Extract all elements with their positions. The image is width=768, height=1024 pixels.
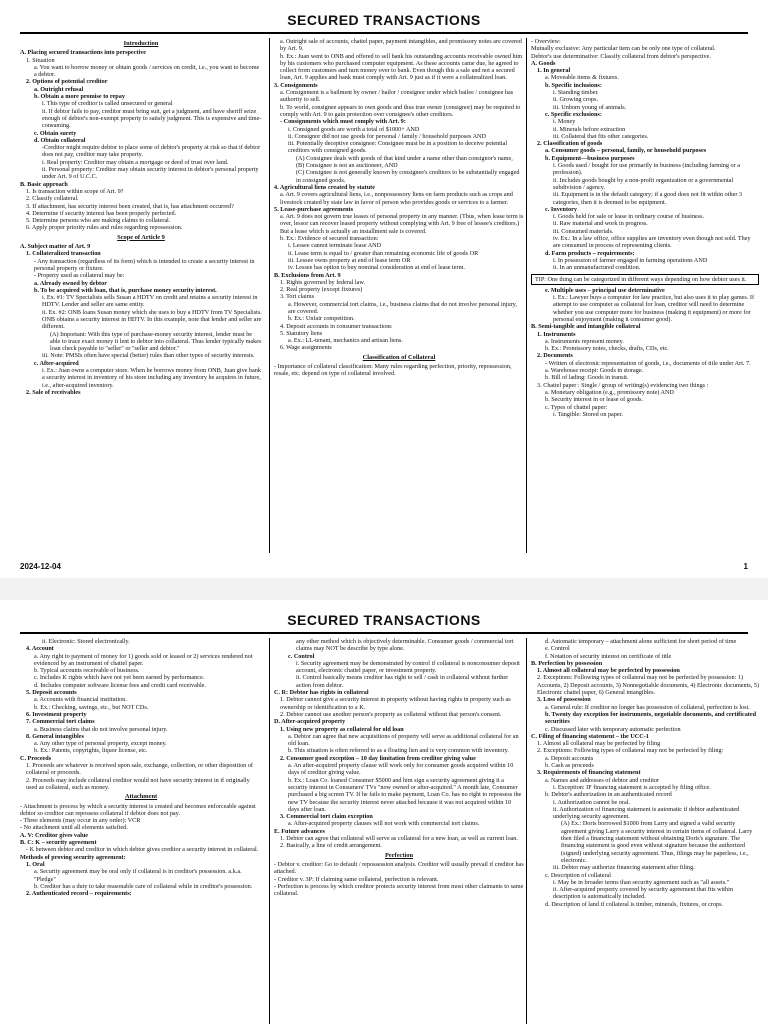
outline-line: d. Includes computer software license fees and credit card receivable. [34, 681, 206, 689]
outline-line: - Property used as collateral may be: [34, 272, 125, 280]
outline-line: Mutually exclusive: Any particular item can be only one type of collateral. [531, 45, 716, 53]
outline-line: i. Ex.: Juan owns a computer store. When he borrows money from ONB, Juan give bank a security interest in inventory of his store including any inventory he acquires in future, i.e., after-acquired inventory. [42, 367, 261, 389]
outline-line: iii. Consumed materials. [553, 227, 614, 235]
outline-line: a. Outright sale of accounts, chattel paper, payment intangibles, and promissory notes are covered by Art. 9. [280, 38, 522, 53]
outline-line: iv. Ex.: In a law office, office supplies are inventory even though not sold. They are consumed in process of representing clients. [553, 235, 751, 250]
outline-line: Debtor's use determinative: Classify collateral from debtor's perspective. [531, 52, 711, 60]
outline-line: c. Description of collateral [545, 871, 611, 879]
outline-line: b. Ex.: Unfair competition. [288, 315, 355, 323]
outline-line: B. Perfection by possession [531, 659, 603, 667]
outline-line: 1. Almost all collateral may be perfected by possession [537, 667, 680, 675]
outline-line: c. Includes K rights which have not yet been earned by performance. [34, 674, 205, 682]
outline-line: c. Discussed later with temporary automatic perfection [545, 725, 681, 733]
outline-line: A. Subject matter of Art. 9 [20, 243, 91, 251]
page-1-columns [20, 38, 755, 553]
outline-line: d. Description of land if collateral is timber, minerals, fixtures, or crops. [545, 900, 724, 908]
page-1-column-3 [526, 38, 759, 553]
outline-line: - Debtor v. creditor: Go to default / repossession analysis. Creditor will usually prevail if creditor has attached. [274, 860, 524, 876]
outline-line: i. Ex. #1: TV Specialists sells Susan a HDTV on credit and retains a security interest in HDTV. Lender and seller are same entity. [42, 294, 258, 309]
outline-line: A. Placing secured transactions into perspective [20, 49, 147, 57]
outline-line: ii. Electronic: Stored electronically. [42, 638, 130, 645]
outline-line: a. Consumer goods – personal, family, or household purposes [545, 147, 707, 155]
outline-line: b. Ex.: Promissory notes, checks, drafts, CDs, etc. [545, 345, 669, 353]
outline-line: a. Consignment is a bailment by owner / bailor / consignor under which bailee / consignee has authority to sell. [280, 89, 514, 104]
section-heading: Classification of Collateral [362, 353, 436, 361]
outline-line: - Any transaction (regardless of its form) which is intended to create a security interest in personal property or fixture. [34, 257, 255, 272]
page-1-column-1 [20, 38, 262, 553]
outline-line: - No attachment until all elements satisfied. [20, 824, 128, 832]
outline-line: iii. Unborn young of animals. [553, 103, 627, 111]
outline-line: a. However, commercial tort claims, i.e., business claims that do not involve personal injury, are covered. [288, 300, 517, 315]
outline-line: e. Control [545, 645, 570, 653]
outline-line: 2. Classification of goods [537, 140, 603, 148]
outline-line: b. Security interest in or lease of goods. [545, 396, 644, 404]
outline-line: 2. Sale of receivables [26, 388, 81, 396]
section-heading: Introduction [123, 40, 159, 47]
outline-line: 2. Documents [537, 352, 573, 360]
outline-line: any other method which is objectively determinable. Consumer goods / commercial tort claims may NOT be describe by type alone. [296, 638, 514, 653]
outline-line: E. Future advances [274, 827, 325, 835]
outline-line: C. Filing of financing statement – the UCC-1 [531, 732, 649, 740]
outline-line: 2. Real property (except fixtures) [280, 286, 363, 294]
outline-line: Methods of proving security agreement: [20, 853, 126, 861]
outline-line: (A) Consignee deals with goods of that kind under a name other than consignor's name, [296, 154, 513, 162]
outline-line: i. Ex.: Lawyer buys a computer for law practice, but also uses it to play games. If attempt to use computer as collateral for loan, creditor will need to determine whether you use computer more for business (making it equipment) or more for personal enjoyment (making it consumer good). [553, 294, 755, 323]
page-2-column-1 [20, 638, 262, 1024]
page-1-column-2 [269, 38, 524, 553]
section-heading: Attachment [124, 793, 158, 801]
outline-line: (A) Important: With this type of purchase-money security interest, lender must be able to trace exact money it lent to debtor into collateral. Thus lender typically makes loan check payable to "seller" or "seller and debtor." [50, 330, 262, 353]
outline-line: a. Art. 9 covers agricultural liens, i.e., nonpossessory liens on farm products such as crops and livestock created by state law in favor of person who provides goods or services to a farmer. [280, 191, 513, 206]
outline-line: a. Business claims that do not involve personal injury. [34, 725, 168, 733]
tip-box: TIP: One thing can be categorized in different ways depending on how debtor uses it. [531, 274, 759, 285]
outline-line: d. Farm products – requirements: [545, 249, 635, 257]
outline-line: a. You want to borrow money or obtain goods / services on credit, i.e., you want to become a debtor. [34, 63, 260, 79]
document-title-2: SECURED TRANSACTIONS [287, 612, 481, 628]
outline-line: a. Outright refusal [34, 85, 84, 93]
outline-line: 1. Rights governed by federal law. [280, 278, 365, 286]
outline-line: 2. Basically, a line of credit arrangement. [280, 842, 382, 850]
outline-line: 1. Debtor can agree that collateral will serve as collateral for a new loan, as well as current loan. [280, 835, 518, 843]
outline-line: D. After-acquired property [274, 718, 346, 726]
outline-line: iii. Collateral that fits other categories. [553, 132, 649, 140]
outline-line: b. Ex.: Juan went to ONB and offered to sell bank his outstanding accounts receivable owned him by his customers who purchased computer equipment. As these accounts came due, he agreed to collect from customers and turn money over to bank. Even though this a sale and not a secured loan, Art. 9 applies and bank must comply with Art. 9 just as if it were a collateralized loan. [280, 52, 523, 82]
outline-line: B. Exclusions from Art. 9 [274, 271, 341, 279]
outline-line: - Three elements (may occur in any order): VCR [20, 817, 141, 825]
outline-line: ii. In an unmanufactured condition. [553, 264, 641, 272]
outline-line: 1. Oral [26, 860, 45, 868]
outline-line: f. Notation of security interest on certificate of title [545, 652, 672, 660]
outline-line: 1. Almost all collateral may be perfected by filing [537, 740, 661, 748]
outline-line: a. General rule: If creditor no longer has possession of collateral, perfection is lost. [545, 703, 750, 711]
outline-line: b. Bill of lading: Goods in transit. [545, 374, 629, 382]
outline-line: 1. Debtor cannot give a security interest in property without having rights in property such as ownership or identification to a K. [280, 696, 511, 711]
outline-line: a. Any other type of personal property, except money. [34, 740, 167, 748]
outline-line: (C) Consignee is not generally known by consignee's creditors to be substantially engaged in consigned goods. [296, 169, 520, 184]
outline-line: - Perfection is process by which creditor protects security interest from most other claimants to same collateral. [274, 882, 524, 898]
outline-line: ii. Minerals before extraction [553, 125, 626, 133]
outline-line: - Attachment is process by which a security interest is created and becomes enforceable against debtor so creditor can repossess collateral if debtor does not pay. [20, 802, 256, 817]
outline-line: 8. General intangibles [26, 732, 84, 740]
outline-line: a. Moveable items & fixtures. [545, 74, 619, 82]
outline-line: 7. Commercial tort claims [26, 718, 95, 726]
outline-line: a. Any right to payment of money for 1) goods sold or leased or 2) services rendered not evidenced by an instrument of chattel paper. [34, 652, 253, 667]
outline-line: ii. Lease term is equal to / greater than remaining economic life of goods OR [288, 249, 479, 257]
section-heading: Perfection [384, 851, 414, 859]
outline-line: 2. Authenticated record – requirements: [26, 890, 132, 898]
outline-line: iii. Equipment is in the default category; if a good does not fit within other 3 categories, then it is deemed to be equipment. [553, 191, 743, 206]
outline-line: a. An after-acquired property clause will work only for consumer goods acquired within 10 days of creditor giving value. [288, 762, 514, 777]
outline-line: i. Goods used / bought for use primarily in business (including farming or a profession). [553, 162, 740, 177]
outline-line: 1. Instruments [537, 330, 576, 338]
outline-line: i. Tangible: Stored on paper. [553, 410, 623, 418]
outline-line: i. May be in broader terms than security agreement such as "all assets." [553, 878, 730, 886]
outline-line: - K between debtor and creditor in which debtor gives creditor a security interest in collateral. [26, 846, 259, 854]
outline-line: i. Consigned goods are worth a total of $1000+ AND [288, 125, 420, 133]
outline-line: c. Specific exclusions: [545, 110, 602, 118]
outline-line: iii. Note: PMSIs often have special (better) rules than other types of security interests. [42, 352, 255, 360]
outline-line: a. After-acquired property clauses will not work with commercial tort claims. [288, 820, 480, 828]
outline-line: b. Ex.: Checking, savings, etc., but NOT CDs. [34, 703, 149, 711]
page-footer [20, 562, 748, 574]
outline-line: a. Art. 9 does not govern true leases of personal property in any manner. (Thus, when lease term is over, lessor can recover leased property without complying with Art. 9 free of lessee's creditors.) But a lease which is actually an installment sale is covered. [280, 213, 524, 235]
outline-line: A. Goods [531, 59, 556, 67]
outline-line: i. This type of creditor is called unsecured or general [42, 100, 173, 108]
page-1 [14, 0, 755, 571]
outline-line: ii. Includes goods bought by a non-profit organization or a governmental subdivision / agency. [553, 176, 734, 191]
outline-line: ii. Personal property: Creditor may obtain security interest in debtor's personal property under Art. 9 of U.C.C. [42, 166, 259, 181]
outline-line: iii. Potentially deceptive consignee: Consignee must be in a position to deceive potential creditors with consigned goods. [288, 140, 508, 155]
footer-page-number: 1 [743, 562, 748, 571]
outline-line: 2. Proceeds may include collateral creditor would not have security interest in if originally used as collateral, such as money. [26, 776, 250, 791]
outline-line: b. Ex.: Evidence of secured transaction: [280, 235, 379, 243]
outline-line: 2. Consumer good exception – 10 day limitation from creditor giving value [280, 754, 476, 762]
page-2-column-3 [526, 638, 759, 1024]
outline-line: a. Names and addresses of debtor and creditor [545, 776, 660, 784]
outline-line: 1. Using new property as collateral for old loan [280, 725, 404, 733]
outline-line: a. Accounts with financial institution. [34, 696, 127, 704]
outline-line: i. In possession of farmer engaged in farming operations AND [553, 256, 708, 264]
outline-line: 1. Proceeds are whatever is received upon sale, exchange, collection, or other disposition of collateral or proceeds. [26, 762, 253, 777]
outline-line: b. Typical accounts receivable of business. [34, 667, 140, 675]
outline-line: - Creditor v. 3P: If claiming same collateral, perfection is relevant. [274, 875, 439, 883]
outline-line: 1. Is transaction within scope of Art. 9? [26, 187, 124, 195]
outline-line: i. Exception: IF financing statement is accepted by filing office. [553, 783, 711, 791]
outline-line: iii. Lessee owns property at end of lease term OR [288, 256, 411, 264]
outline-line: B. Basic approach [20, 180, 68, 188]
outline-line: c. Types of chattel paper: [545, 403, 608, 411]
outline-line: ii. If debtor fails to pay, creditor must bring suit, get a judgment, and have sheriff seize enough of debtor's non-exempt property to satisfy judgment. This is expensive and time-consuming. [42, 107, 262, 130]
outline-line: i. Money [553, 118, 576, 126]
outline-line: 4. Account [26, 645, 54, 653]
outline-line: 4. Deposit accounts in consumer transactions [280, 322, 392, 330]
outline-line: 5. Determine persons who are making claims to collateral. [26, 217, 171, 225]
outline-line: b. Debtor's authorization in an authenticated record [545, 791, 672, 799]
outline-line: i. Standing timber. [553, 89, 599, 97]
outline-line: ii. After-acquired property covered by security agreement that fits within description is automatically included. [553, 886, 733, 901]
outline-line: d. Automatic temporary – attachment alone sufficient for short period of time [545, 638, 737, 645]
outline-line: 3. Requirements of financing statement [537, 769, 641, 777]
outline-line: ii. Authorization of financing statement is automatic if debtor authenticated underlying security agreement. [553, 805, 740, 821]
outline-line: i. Goods held for sale or lease in ordinary course of business. [553, 213, 705, 221]
outline-line: 6. Wage assignments [280, 344, 332, 352]
page-2-column-2 [269, 638, 524, 1024]
page-2 [14, 600, 759, 1024]
outline-line: b. To be acquired with loan, that is, purchase money security interest. [34, 286, 217, 294]
outline-line: (A) Ex.: Doris borrowed $1000 from Larry and signed a valid security agreement giving Larry a security interest in certain items of collateral. Larry then filed a financing statement without obtaining Doris's signature. The financing statement is good even without signature because the authorized (signed) underlying security agreement. Thus, filings may be paperless, i.e., electronic. [561, 820, 753, 864]
outline-line: 3. Commercial tort claim exception [280, 813, 373, 821]
outline-line: e. Multiple uses – principal use determinative [545, 286, 665, 294]
outline-line: -Creditor might require debtor to place some of debtor's property at risk so that if debtor does not pay, creditor may take property. [42, 144, 261, 159]
outline-line: d. Obtain collateral [34, 136, 86, 144]
outline-line: 5. Lease-purchase agreements [274, 205, 353, 213]
outline-line: b. Ex.: Loan Co. loaned Consumer $5000 and him sign a security agreement giving it a security interest in Consumers' TVs "now owned or after-acquired." A month late, Consumer purchased a big screen TV. If he fails to make payment, Loan Co. has no right to repossess the new TV because the security interest never attached because it was not acquired within 10 days after loan. [288, 776, 522, 813]
outline-line: a. Ex.: LL-tenant, mechanics and artisan liens. [288, 337, 403, 345]
outline-line: 4. Agricultural liens created by statute [274, 183, 375, 191]
outline-line: (B) Consignee is not an auctioneer, AND [296, 162, 398, 170]
outline-line: b. To world, consignee appears to own goods and thus true owner (consignor) may be required to comply with Art. 9 to gain protection over consignee's other creditors. [280, 103, 521, 118]
outline-line: 2. Debtor cannot use another person's property as collateral without that person's consent. [280, 710, 502, 718]
outline-line: 5. Statutory liens [280, 329, 323, 337]
outline-line: b. Twenty day exception for instruments, negotiable documents, and certificated securities [545, 710, 757, 726]
outline-line: b. Creditor has a duty to take reasonable care of collateral while in creditor's possession. [34, 882, 253, 890]
outline-line: b. Specific inclusions: [545, 81, 602, 89]
document-title: SECURED TRANSACTIONS [287, 12, 481, 28]
footer-date: 2024-12-04 [20, 562, 61, 571]
outline-line: c. Inventory [545, 205, 577, 213]
outline-line: a. Debtor can agree that new acquisitions of property will serve as additional collateral for an old loan. [288, 732, 519, 748]
outline-line: ii. Consignor did not use goods for personal / family / household purposes AND [288, 132, 486, 140]
outline-line: c. Obtain surety [34, 129, 77, 137]
outline-line: A. V: Creditor gives value [20, 831, 89, 839]
outline-line: a. Instruments represent money. [545, 337, 624, 345]
outline-line: 2. Exceptions: Following types of collateral may not be perfected by filing: [537, 747, 724, 755]
page-2-columns [20, 638, 759, 1024]
outline-line: 1. In general [537, 67, 571, 75]
outline-line: 3. Tort claims [280, 293, 314, 301]
outline-line: a. Warehouse receipt: Goods in storage. [545, 367, 644, 375]
title-rule [20, 32, 748, 34]
outline-line: 2. Exceptions: Following types of collateral may not be perfected by possession: 1) Accounts, 2) Deposit accounts, 3) Nonnegotiable documents, 4) Electronic documents, 5) Electronic chattel paper, 6) General intangibles. [537, 674, 759, 697]
outline-line: - Consignments which must comply with Art. 9: [280, 118, 406, 126]
outline-line: C. Proceeds [20, 754, 52, 762]
outline-line: 5. Deposit accounts [26, 689, 77, 697]
outline-line: 3. Consignments [274, 81, 318, 89]
outline-line: 4. Determine if security interest has been properly perfected. [26, 209, 177, 217]
outline-line: 1. Situation [26, 56, 55, 64]
outline-line: - Written of electronic representation of goods, i.e., documents of title under Art. 7. [545, 359, 751, 367]
outline-line: a. Deposit accounts [545, 754, 594, 762]
outline-line: 6. Investment property [26, 710, 87, 718]
outline-line: 3. Loss of possession [537, 696, 591, 704]
outline-line: b. Ex.: Patents, copyrights, liquor license, etc. [34, 747, 148, 755]
outline-line: b. This situation is often referred to as a floating lien and is very common with inventory. [288, 747, 509, 755]
outline-line: 2. Options of potential creditor [26, 78, 108, 86]
outline-line: 3. If attachment, has security interest been created, that is, has attachment occurred? [26, 202, 234, 210]
outline-line: - Importance of collateral classification: Many rules regarding perfection, priority, repossession, resale, etc. depend on type of collateral involved. [274, 363, 512, 378]
outline-line: B. C: K – security agreement [20, 839, 97, 847]
outline-line: i. Real property: Creditor may obtain a mortgage or deed of trust over land. [42, 158, 229, 166]
outline-line: b. Cash as proceeds [545, 762, 594, 770]
outline-line: a. Already owned by debtor [34, 279, 107, 287]
outline-line: 2. Classify collateral. [26, 195, 79, 203]
outline-line: i. Lessee cannot terminate lease AND [288, 242, 382, 250]
outline-line: c. Control [288, 652, 315, 660]
outline-line: iv. Lessee has option to buy nominal consideration at end of lease term. [288, 264, 465, 272]
outline-line: 6. Apply proper priority rules and rules regarding repossession. [26, 224, 183, 232]
outline-line: ii. Raw material and work in progress. [553, 220, 648, 228]
outline-line: 1. Collateralized transaction [26, 250, 101, 258]
outline-line: 3. Chattel paper : Single / group of writing(s) evidencing two things : [537, 381, 709, 389]
outline-line: ii. Control basically means creditor has right to sell / cash in collateral without further action from debtor. [296, 674, 509, 689]
page-gap [0, 578, 768, 600]
outline-line: i. Security agreement may be demonstrated by control if collateral is nonconsumer deposit account, electronic chattel paper, or investment property. [296, 659, 520, 675]
outline-line: a. Security agreement may be oral only if collateral is in creditor's possession. a.k.a. "Pledge" [34, 868, 242, 883]
outline-line: ii. Growing crops. [553, 96, 599, 104]
section-heading: Scope of Article 9 [117, 233, 165, 241]
outline-line: a. Monetary obligation (e.g., promissory note) AND [545, 388, 674, 396]
title-rule-2 [20, 632, 748, 634]
outline-line: c. After-acquired [34, 359, 79, 367]
outline-line: C. R: Debtor has rights in collateral [274, 689, 369, 697]
outline-line: B. Semi-tangible and intangible collateral [531, 323, 641, 331]
outline-line: - Overview: [531, 38, 561, 45]
outline-line: b. Obtain a more promise to repay [34, 93, 125, 101]
outline-line: iii. Debtor may authorize financing statement after filing. [553, 864, 695, 872]
outline-line: b. Equipment—business purposes [545, 154, 635, 162]
outline-line: ii. Ex. #2: ONB loans Susan money which she uses to buy a HDTV from TV Specialists. ONB obtains a security interest in HDTV. In this example, note that lender and seller are different. [42, 308, 262, 331]
outline-line: i. Authorization cannot be oral. [553, 798, 630, 806]
